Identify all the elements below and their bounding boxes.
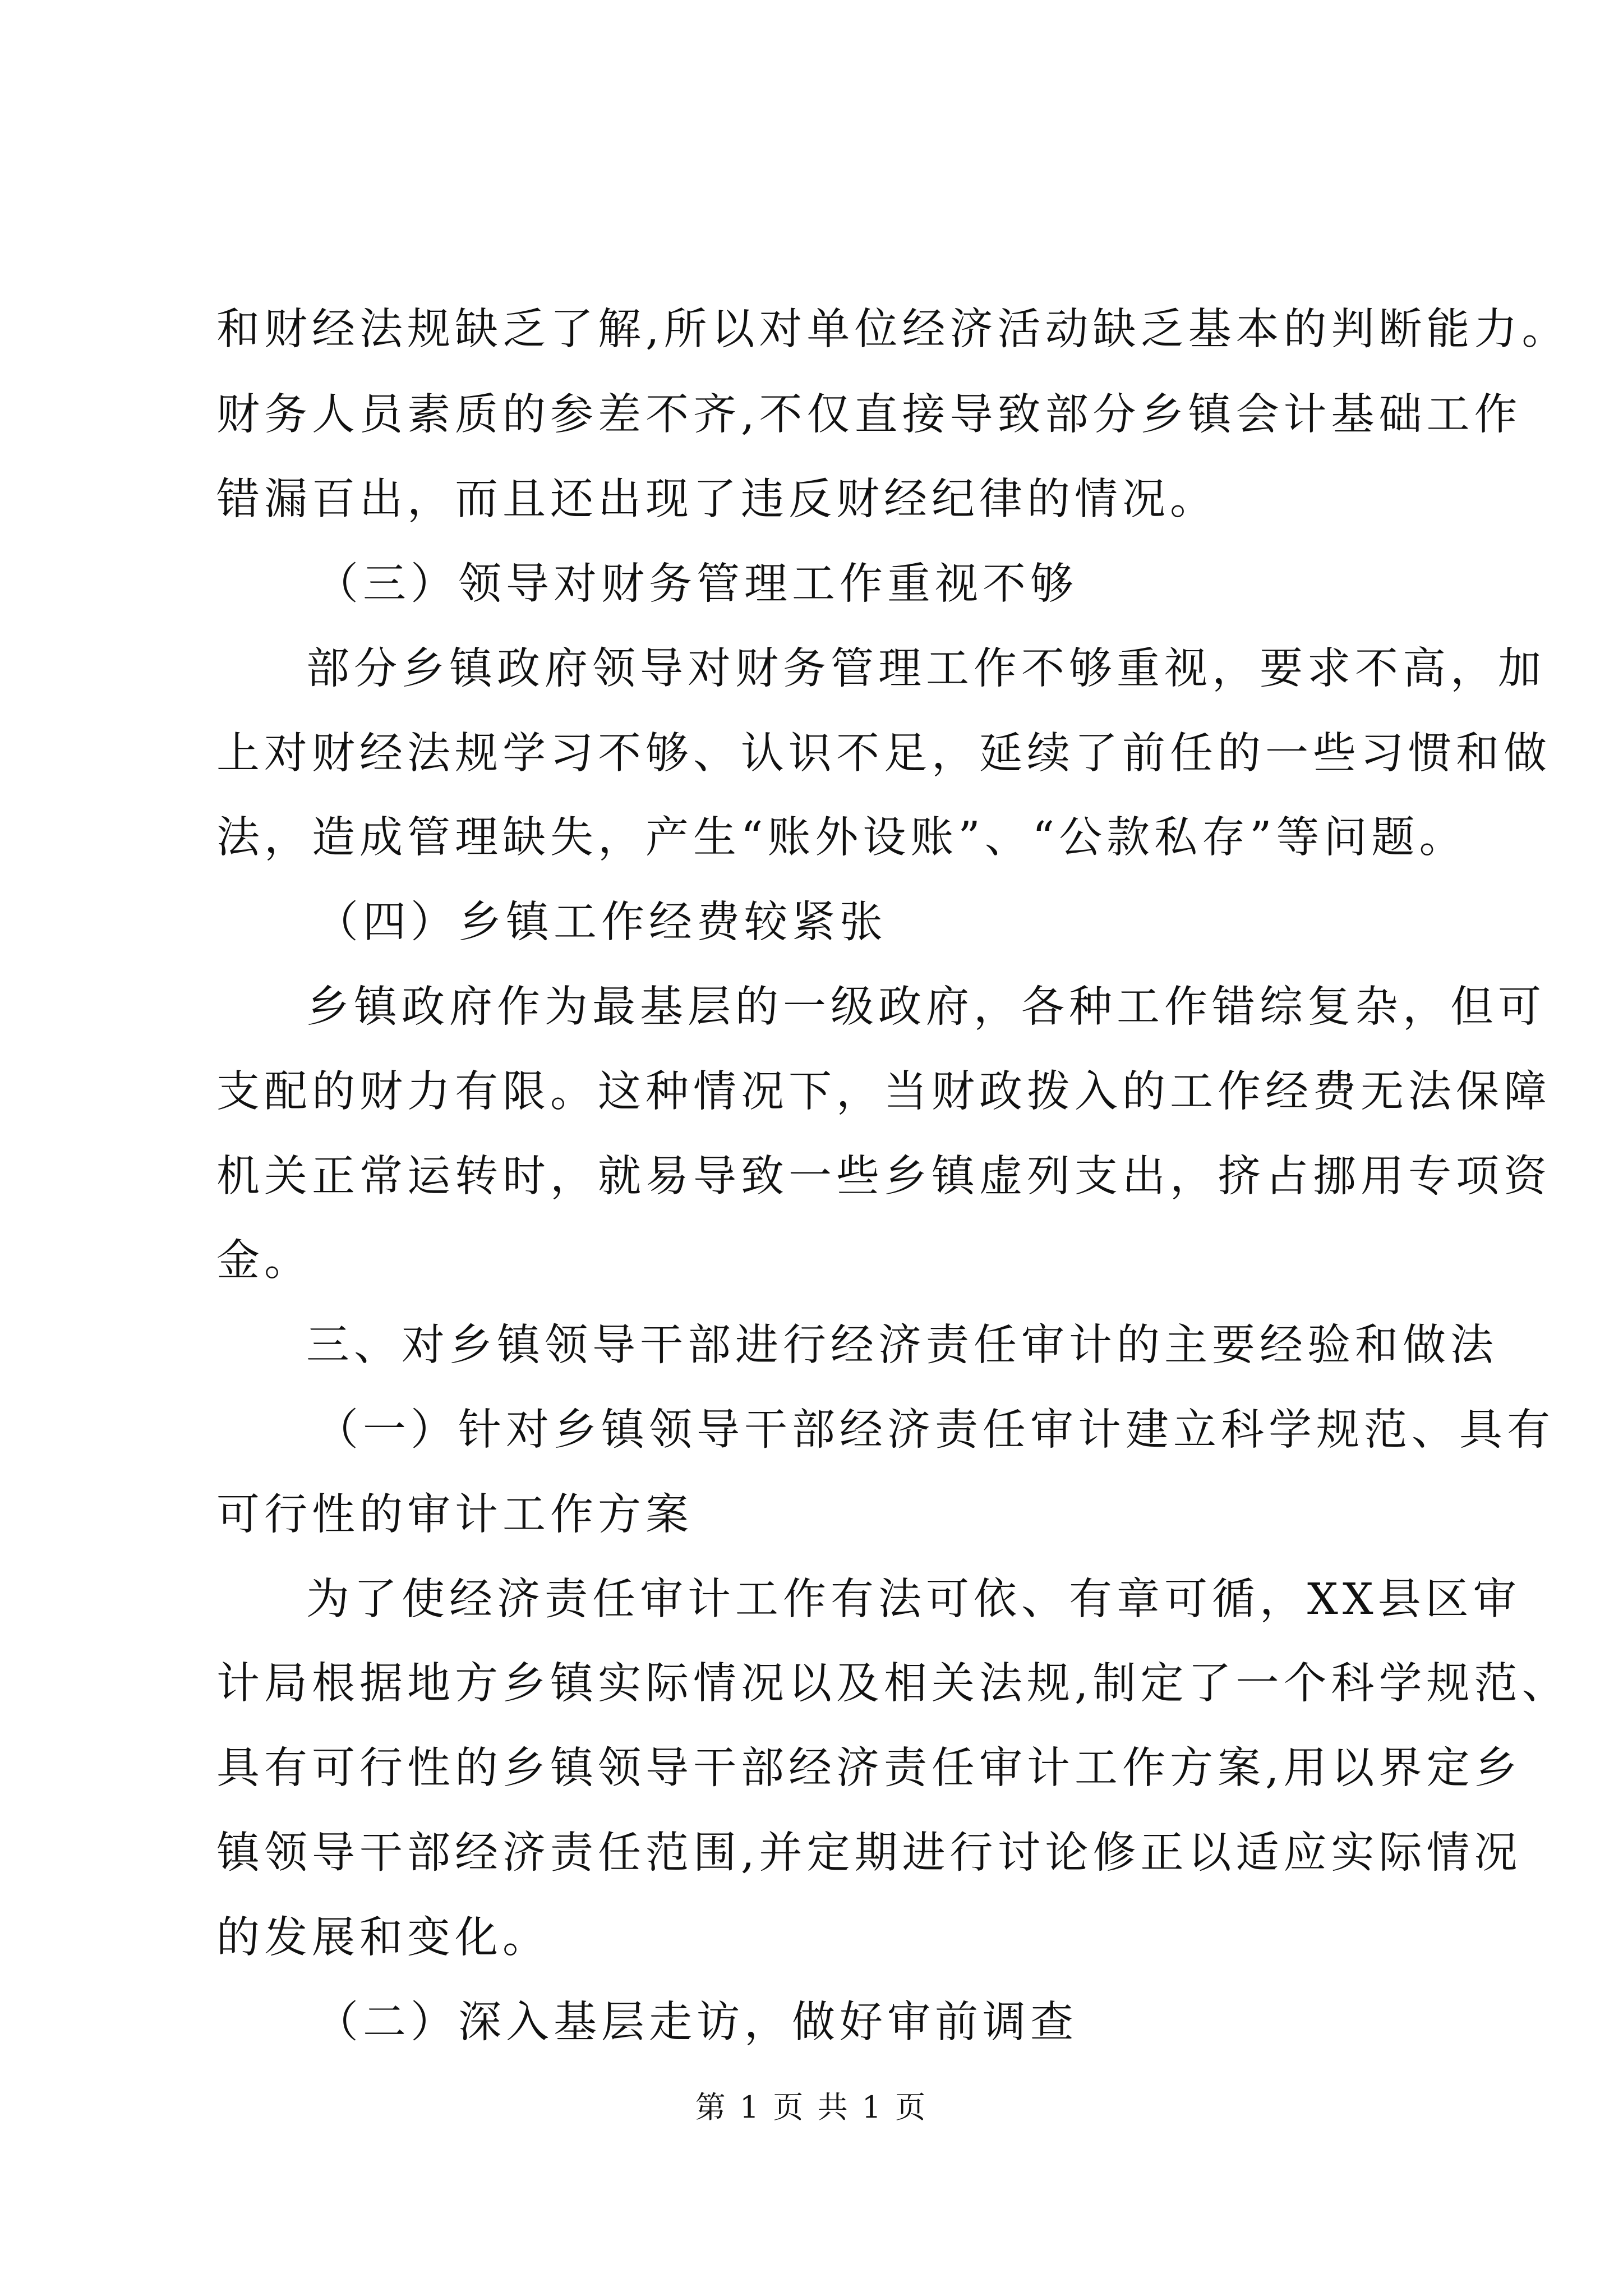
body-text-line: 为了使经济责任审计工作有法可依、有章可循，XX县区审 xyxy=(306,1575,1521,1625)
section-heading: （三）领导对财务管理工作重视不够 xyxy=(315,559,1078,609)
body-text-line: 和财经法规缺乏了解,所以对单位经济活动缺乏基本的判断能力。 xyxy=(216,305,1570,355)
body-text-line: 机关正常运转时，就易导致一些乡镇虚列支出，挤占挪用专项资 xyxy=(216,1152,1551,1202)
section-heading: （一）针对乡镇领导干部经济责任审计建立科学规范、具有 xyxy=(315,1405,1555,1455)
body-text-line: 计局根据地方乡镇实际情况以及相关法规,制定了一个科学规范、 xyxy=(216,1659,1570,1709)
section-heading: （二）深入基层走访，做好审前调查 xyxy=(315,1998,1078,2047)
body-text-line: 上对财经法规学习不够、认识不足，延续了前任的一些习惯和做 xyxy=(216,729,1551,779)
section-heading: （四）乡镇工作经费较紧张 xyxy=(315,898,887,947)
body-text-line: 的发展和变化。 xyxy=(216,1913,550,1963)
body-text-line: 法，造成管理缺失，产生“账外设账”、“公款私存”等问题。 xyxy=(216,813,1467,863)
body-text-line: 具有可行性的乡镇领导干部经济责任审计工作方案,用以界定乡 xyxy=(216,1743,1522,1793)
body-text-line: 金。 xyxy=(216,1236,312,1286)
chapter-heading: 三、对乡镇领导干部进行经济责任审计的主要经验和做法 xyxy=(306,1320,1498,1370)
body-text-line: 财务人员素质的参差不齐,不仅直接导致部分乡镇会计基础工作 xyxy=(216,390,1522,440)
body-text-line: 错漏百出，而且还出现了违反财经纪律的情况。 xyxy=(216,475,1218,524)
section-heading-continued: 可行性的审计工作方案 xyxy=(216,1490,693,1540)
body-text-line: 镇领导干部经济责任范围,并定期进行讨论修正以适应实际情况 xyxy=(216,1828,1522,1878)
body-text-line: 支配的财力有限。这种情况下，当财政拨入的工作经费无法保障 xyxy=(216,1067,1551,1117)
page-footer: 第 1 页 共 1 页 xyxy=(695,2090,928,2125)
body-text-line: 乡镇政府作为最基层的一级政府，各种工作错综复杂，但可 xyxy=(306,982,1546,1032)
body-text-line: 部分乡镇政府领导对财务管理工作不够重视，要求不高，加 xyxy=(306,644,1546,694)
